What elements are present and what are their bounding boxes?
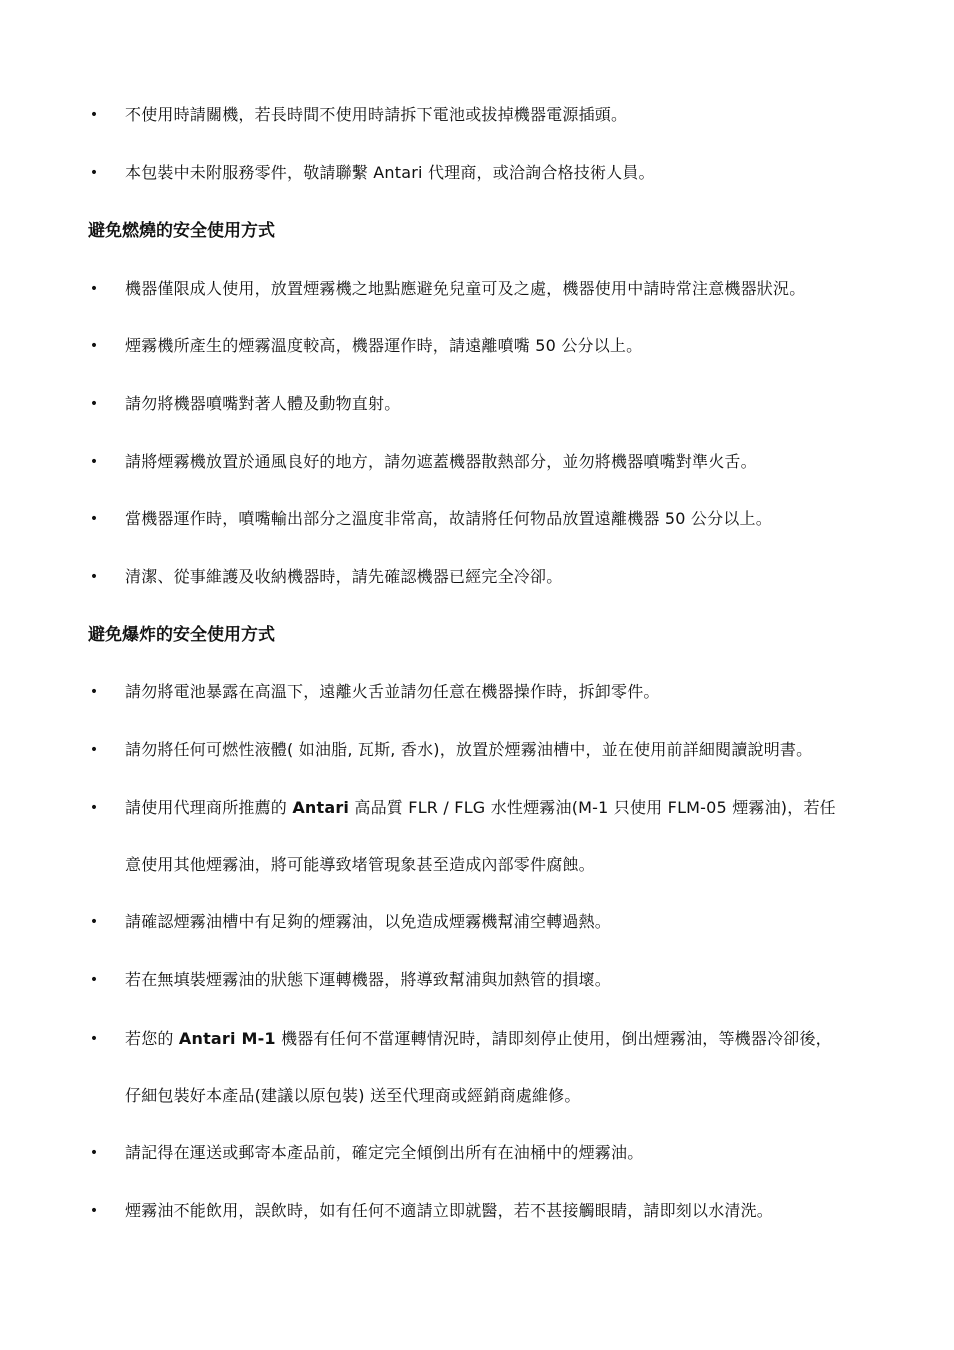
list-item: [88, 392, 888, 416]
bullet-icon: •: [89, 1145, 99, 1161]
list-item-text: 煙霧油不能飲用，誤飲時，如有任何不適請立即就醫，若不甚接觸眼睛，請即刻以水清洗。: [125, 1201, 774, 1220]
bullet-icon: •: [89, 338, 99, 354]
bullet-icon: •: [89, 800, 99, 816]
list-item: [88, 796, 888, 820]
bullet-icon: •: [89, 1203, 99, 1219]
list-item: [88, 161, 888, 185]
list-item: [88, 1141, 888, 1165]
bullet-icon: •: [89, 281, 99, 297]
list-item-text: 機器僅限成人使用，放置煙霧機之地點應避免兒童可及之處，機器使用中請時常注意機器狀況。: [125, 279, 806, 298]
list-item: [88, 910, 888, 934]
list-item: [88, 680, 888, 704]
list-item-text: 不使用時請關機，若長時間不使用時請拆下電池或拔掉機器電源插頭。: [125, 105, 628, 124]
bullet-icon: •: [89, 454, 99, 470]
section-heading-burn: 避免燃燒的安全使用方式: [88, 221, 275, 241]
list-item-text: [125, 1027, 832, 1051]
brand-name: Antari M-1: [178, 1029, 276, 1048]
bullet-icon: •: [89, 511, 99, 527]
bullet-icon: •: [89, 972, 99, 988]
list-item-text: 請勿將電池暴露在高溫下，遠離火舌並請勿任意在機器操作時，拆卸零件。: [125, 682, 660, 701]
list-item-text-part: 請使用代理商所推薦的: [125, 798, 288, 817]
bullet-icon: •: [89, 396, 99, 412]
bullet-icon: •: [89, 165, 99, 181]
list-item-text: 請將煙霧機放置於通風良好的地方，請勿遮蓋機器散熱部分，並勿將機器噴嘴對準火舌。: [125, 452, 757, 471]
list-item: [88, 507, 888, 531]
bullet-icon: •: [89, 569, 99, 585]
bullet-icon: •: [89, 107, 99, 123]
list-item-continuation: 仔細包裝好本產品(建議以原包裝) 送至代理商或經銷商處維修。: [125, 1086, 581, 1105]
list-item: [88, 1199, 888, 1223]
list-item: [88, 334, 888, 358]
list-item-text: 請勿將任何可燃性液體( 如油脂, 瓦斯, 香水)，放置於煙霧油槽中，並在使用前詳細閱讀說明書。: [125, 740, 813, 759]
list-item: [88, 738, 888, 762]
list-item: [88, 277, 888, 301]
brand-name: Antari: [292, 798, 350, 817]
list-item: [88, 103, 888, 127]
bullet-icon: •: [89, 1031, 99, 1047]
list-item-text-part: 若您的: [125, 1029, 174, 1048]
list-item-continuation: 意使用其他煙霧油，將可能導致堵管現象甚至造成內部零件腐蝕。: [125, 855, 595, 874]
bullet-icon: •: [89, 914, 99, 930]
section-heading-explode: 避免爆炸的安全使用方式: [88, 625, 275, 645]
bullet-icon: •: [89, 684, 99, 700]
list-item: [88, 450, 888, 474]
bullet-icon: •: [89, 742, 99, 758]
list-item-text-part: 高品質 FLR / FLG 水性煙霧油(M-1 只使用 FLM-05 煙霧油)，若任: [354, 798, 836, 817]
list-item: [88, 968, 888, 992]
list-item-text: 當機器運作時，噴嘴輸出部分之溫度非常高，故請將任何物品放置遠離機器 50 公分以上。: [125, 509, 772, 528]
list-item-text: [125, 796, 836, 820]
list-item-text: 本包裝中未附服務零件，敬請聯繫 Antari 代理商，或洽詢合格技術人員。: [125, 163, 655, 182]
list-item-text: 煙霧機所產生的煙霧溫度較高，機器運作時，請遠離噴嘴 50 公分以上。: [125, 336, 643, 355]
list-item-text: 若在無填裝煙霧油的狀態下運轉機器，將導致幫浦與加熱管的損壞。: [125, 970, 612, 989]
list-item-text: 請記得在運送或郵寄本產品前，確定完全傾倒出所有在油桶中的煙霧油。: [125, 1143, 644, 1162]
list-item-text: 請勿將機器噴嘴對著人體及動物直射。: [125, 394, 401, 413]
list-item-text-part: 機器有任何不當運轉情況時，請即刻停止使用，倒出煙霧油，等機器冷卻後，: [281, 1029, 832, 1048]
list-item: [88, 1027, 888, 1051]
list-item-text: 清潔、從事維護及收納機器時，請先確認機器已經完全冷卻。: [125, 567, 563, 586]
list-item: [88, 565, 888, 589]
list-item-text: 請確認煙霧油槽中有足夠的煙霧油，以免造成煙霧機幫浦空轉過熱。: [125, 912, 612, 931]
